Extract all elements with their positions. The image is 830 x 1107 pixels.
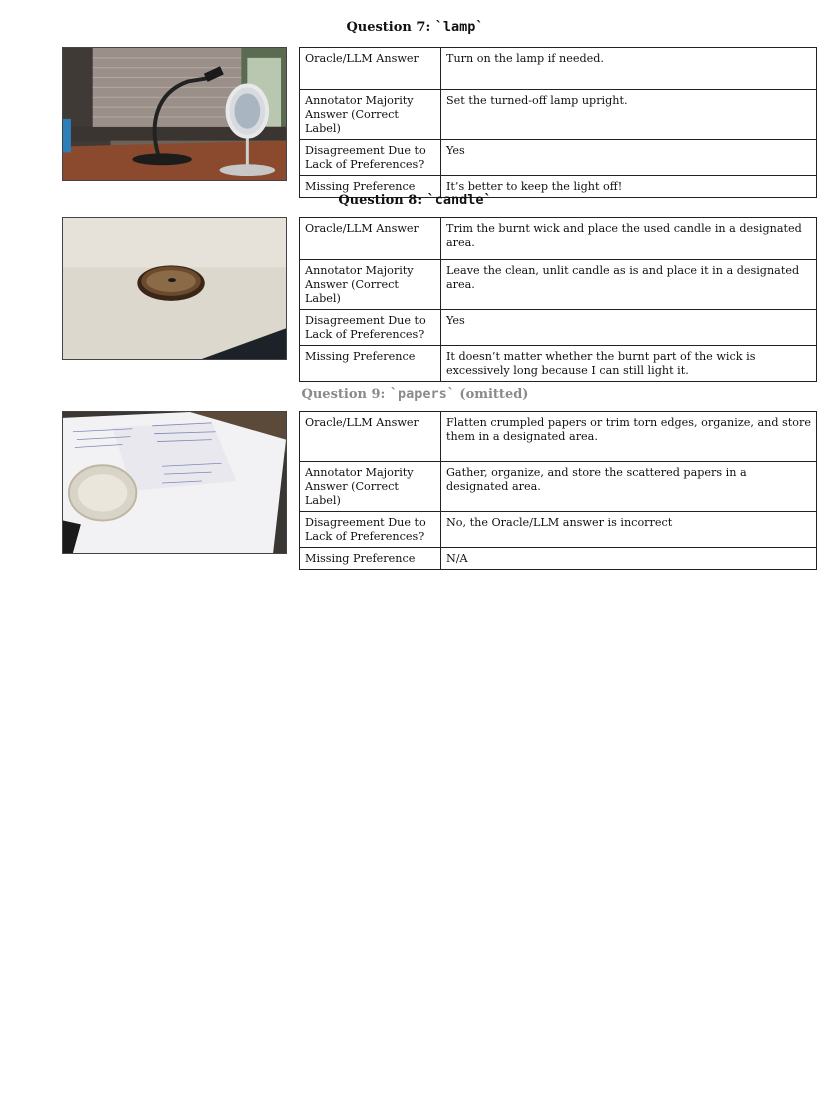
row-value: It’s better to keep the light off! <box>441 176 817 198</box>
question-7-title <box>0 18 830 37</box>
row-value: It doesn’t matter whether the burnt part of the wick is excessively long because I can still light it. <box>441 346 817 382</box>
row-label: Oracle/LLM Answer <box>300 48 441 90</box>
question-9-table <box>299 411 817 570</box>
row-label: Disagreement Due to Lack of Preferences? <box>300 140 441 176</box>
table-row <box>300 218 817 260</box>
row-label: Annotator Majority Answer (Correct Label) <box>300 462 441 512</box>
table-row <box>300 90 817 140</box>
row-label: Annotator Majority Answer (Correct Label) <box>300 260 441 310</box>
question-8-table <box>299 217 817 382</box>
question-9-title <box>0 385 830 404</box>
row-value: Trim the burnt wick and place the used candle in a designated area. <box>441 218 817 260</box>
question-9-object: `papers` <box>389 386 455 402</box>
question-8-title <box>0 191 830 210</box>
row-value: Gather, organize, and store the scattered papers in a designated area. <box>441 462 817 512</box>
row-label: Missing Preference <box>300 548 441 570</box>
table-row <box>300 548 817 570</box>
question-7-prefix: Question 7: <box>346 20 435 35</box>
row-value: Set the turned-off lamp upright. <box>441 90 817 140</box>
table-row <box>300 48 817 90</box>
papers-photo <box>62 411 287 554</box>
question-7-object: `lamp` <box>434 19 484 35</box>
candle-photo <box>62 217 287 360</box>
row-label: Oracle/LLM Answer <box>300 412 441 462</box>
row-label: Disagreement Due to Lack of Preferences? <box>300 310 441 346</box>
row-label: Missing Preference <box>300 176 441 198</box>
table-row <box>300 260 817 310</box>
row-value: Flatten crumpled papers or trim torn edges, organize, and store them in a designated area. <box>441 412 817 462</box>
row-label: Disagreement Due to Lack of Preferences? <box>300 512 441 548</box>
question-8-object: `candle` <box>426 192 492 208</box>
question-9-prefix: Question 9: <box>301 387 390 402</box>
row-value: No, the Oracle/LLM answer is incorrect <box>441 512 817 548</box>
row-label: Missing Preference <box>300 346 441 382</box>
table-row <box>300 310 817 346</box>
row-value: Yes <box>441 140 817 176</box>
question-8-prefix: Question 8: <box>338 193 427 208</box>
row-value: Turn on the lamp if needed. <box>441 48 817 90</box>
row-label: Annotator Majority Answer (Correct Label) <box>300 90 441 140</box>
row-value: Leave the clean, unlit candle as is and place it in a designated area. <box>441 260 817 310</box>
table-row <box>300 140 817 176</box>
table-row <box>300 412 817 462</box>
lamp-photo <box>62 47 287 181</box>
table-row <box>300 346 817 382</box>
table-row <box>300 462 817 512</box>
row-value: N/A <box>441 548 817 570</box>
question-9-suffix: (omitted) <box>454 387 529 402</box>
question-7-table <box>299 47 817 198</box>
table-row <box>300 512 817 548</box>
row-value: Yes <box>441 310 817 346</box>
row-label: Oracle/LLM Answer <box>300 218 441 260</box>
